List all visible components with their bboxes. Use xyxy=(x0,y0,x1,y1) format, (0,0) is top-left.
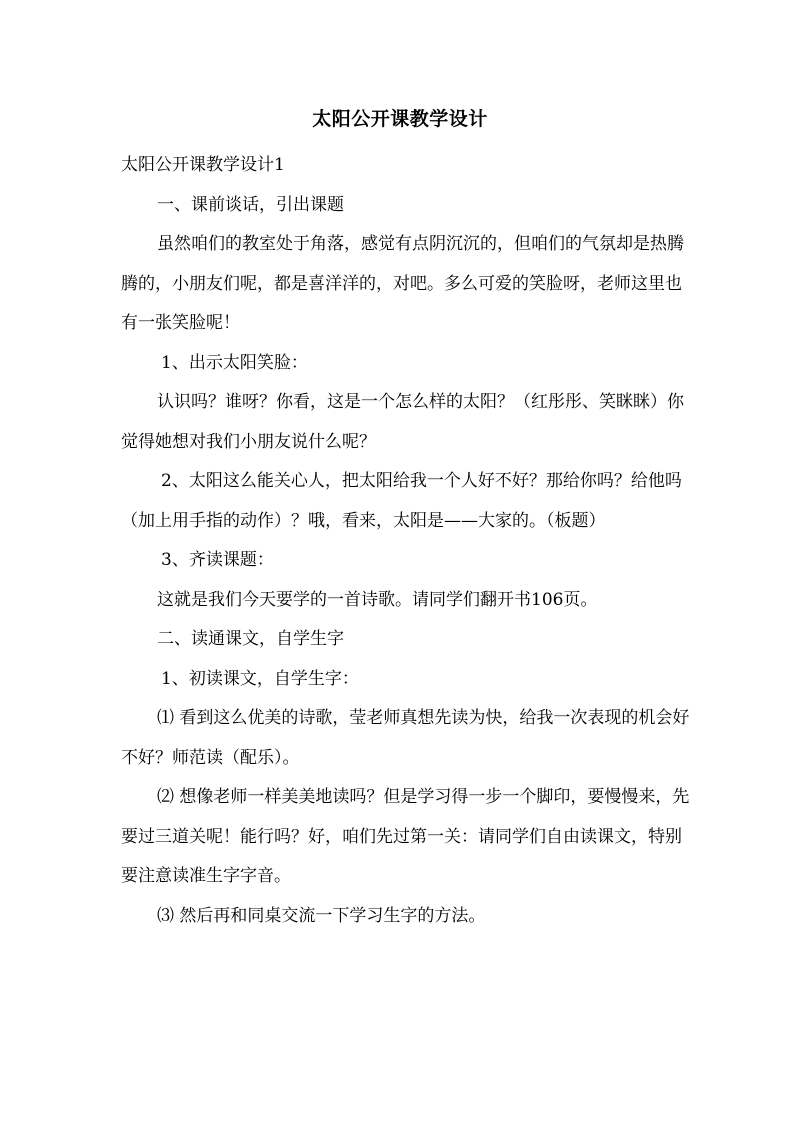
paragraph-open-book: 这就是我们今天要学的一首诗歌。请同学们翻开书106页。 xyxy=(157,589,598,610)
heading-read-text: 二、读通课文，自学生字 xyxy=(157,629,344,649)
document-title: 太阳公开课教学设计 xyxy=(312,108,488,130)
list-item-three-passes: ⑵ 想像老师一样美美地读吗？但是学习得一步一个脚印，要慢慢来，先要过三道关呢！能行吗？好，咱们先过第一关：请同学们自由读课文，特别要注意读准生字字音。 xyxy=(121,787,690,886)
paragraph-sun-questions: 认识吗？谁呀？你看，这是一个怎么样的太阳？（红彤彤、笑眯眯）你觉得她想对我们小朋友说什么呢？ xyxy=(121,392,684,452)
step-show-sun: 1、出示太阳笑脸： xyxy=(161,352,308,373)
heading-pre-class-talk: 一、课前谈话，引出课题 xyxy=(157,194,344,215)
list-item-teacher-reads: ⑴ 看到这么优美的诗歌，莹老师真想先读为快，给我一次表现的机会好不好？师范读（配乐）。 xyxy=(121,708,690,768)
list-item-desk-mate: ⑶ 然后再和同桌交流一下学习生字的方法。 xyxy=(157,905,486,926)
step-read-title: 3、齐读课题： xyxy=(161,550,274,570)
step-sun-caring: 2、太阳这么能关心人，把太阳给我一个人好不好？那给你吗？给他吗（加上用手指的动作）？哦，看来，太阳是——大家的。（板题） xyxy=(121,471,682,531)
step-first-reading: 1、初读课文，自学生字： xyxy=(161,668,359,689)
paragraph-intro: 虽然咱们的教室处于角落，感觉有点阴沉沉的，但咱们的气氛却是热腾腾的，小朋友们呢，都是喜洋洋的，对吧。多么可爱的笑脸呀，老师这里也有一张笑脸呢！ xyxy=(121,234,684,333)
section-subtitle: 太阳公开课教学设计1 xyxy=(121,155,285,175)
document-body xyxy=(121,146,695,936)
